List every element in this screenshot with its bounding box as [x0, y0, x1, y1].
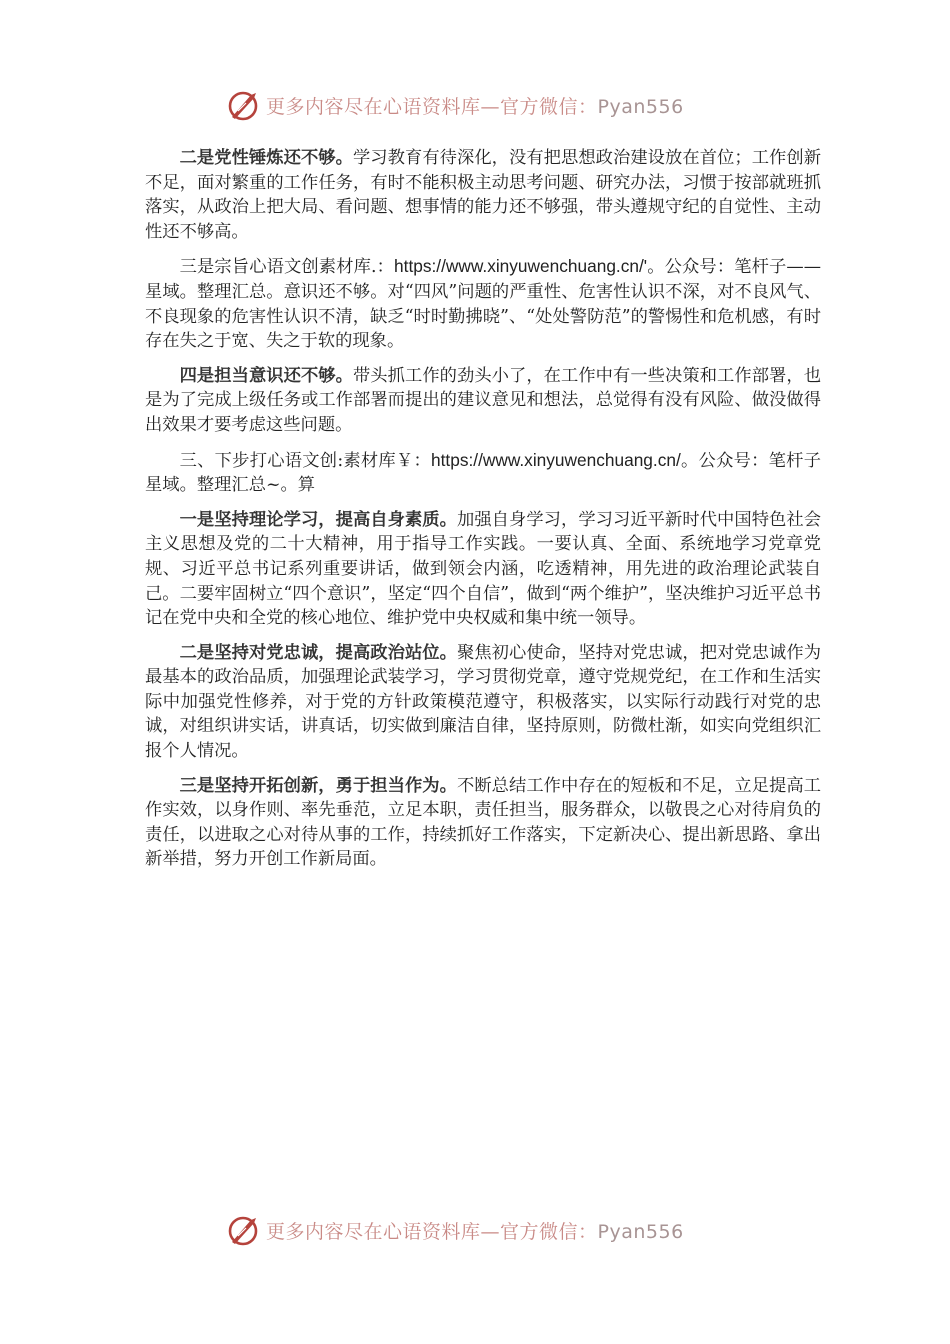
url-text: https://www.xinyuwenchuang.cn/: [431, 449, 681, 470]
paragraph: 三、下步打心语文创:素材库￥：https://www.xinyuwenchuang.cn/。公众号：笔杆子星域。整理汇总~。算: [145, 449, 821, 496]
pen-logo-icon: [226, 87, 262, 123]
paragraph: 三是宗旨心语文创素材库.：https://www.xinyuwenchuang.cn/'。公众号：笔杆子——星域。整理汇总。意识还不够。对“四风”问题的严重性、危害性认识不深，对不良风气、不良现象的危害性认识不清，缺乏“时时勤拂晓”、“处处警防范”的警惕性和危机感，有时存在失之于宽、失之于软的现象。: [145, 256, 821, 352]
document-body: [145, 146, 821, 882]
footer-wechat-id: Pyan556: [597, 1220, 684, 1243]
pen-logo-icon: [226, 1212, 262, 1248]
footer-banner: [226, 1211, 684, 1249]
header-banner: [226, 86, 684, 124]
paragraph: 二是坚持对党忠诚，提高政治站位。聚焦初心使命，坚持对党忠诚，把对党忠诚作为最基本的政治品质，加强理论武装学习，学习贯彻党章，遵守党规党纪，在工作和生活实际中加强党性修养，对于党的方针政策模范遵守，积极落实，以实际行动践行对党的忠诚，对组织讲实话，讲真话，切实做到廉洁自律，坚持原则，防微杜渐，如实向党组织汇报个人情况。: [145, 642, 821, 762]
header-wechat-id: Pyan556: [597, 95, 684, 118]
footer-slogan: 更多内容尽在心语资料库—官方微信：Pyan556: [266, 1220, 684, 1243]
header-slogan: 更多内容尽在心语资料库—官方微信：Pyan556: [266, 95, 684, 118]
paragraph: 三是坚持开拓创新，勇于担当作为。不断总结工作中存在的短板和不足，立足提高工作实效，以身作则、率先垂范，立足本职，责任担当，服务群众，以敬畏之心对待肩负的责任，以进取之心对待从事的工作，持续抓好工作落实，下定新决心、提出新思路、拿出新举措，努力开创工作新局面。: [145, 775, 821, 870]
paragraph: 二是党性锤炼还不够。学习教育有待深化，没有把思想政治建设放在首位；工作创新不足，面对繁重的工作任务，有时不能积极主动思考问题、研究办法，习惯于按部就班抓落实，从政治上把大局、看问题、想事情的能力还不够强，带头遵规守纪的自觉性、主动性还不够高。: [145, 148, 821, 242]
url-text: https://www.xinyuwenchuang.cn/': [394, 256, 648, 277]
paragraph: 四是担当意识还不够。带头抓工作的劲头小了，在工作中有一些决策和工作部署，也是为了完成上级任务或工作部署而提出的建议意见和想法，总觉得有没有风险、做没做得出效果才要考虑这些问题。: [145, 365, 821, 435]
paragraph: 一是坚持理论学习，提高自身素质。加强自身学习，学习习近平新时代中国特色社会主义思想及党的二十大精神，用于指导工作实践。一要认真、全面、系统地学习党章党规、习近平总书记系列重要讲话，做到领会内涵，吃透精神，用先进的政治理论武装自己。二要牢固树立“四个意识”，坚定“四个自信”，做到“两个维护”，坚决维护习近平总书记在党中央和全党的核心地位、维护党中央权威和集中统一领导。: [145, 509, 821, 629]
